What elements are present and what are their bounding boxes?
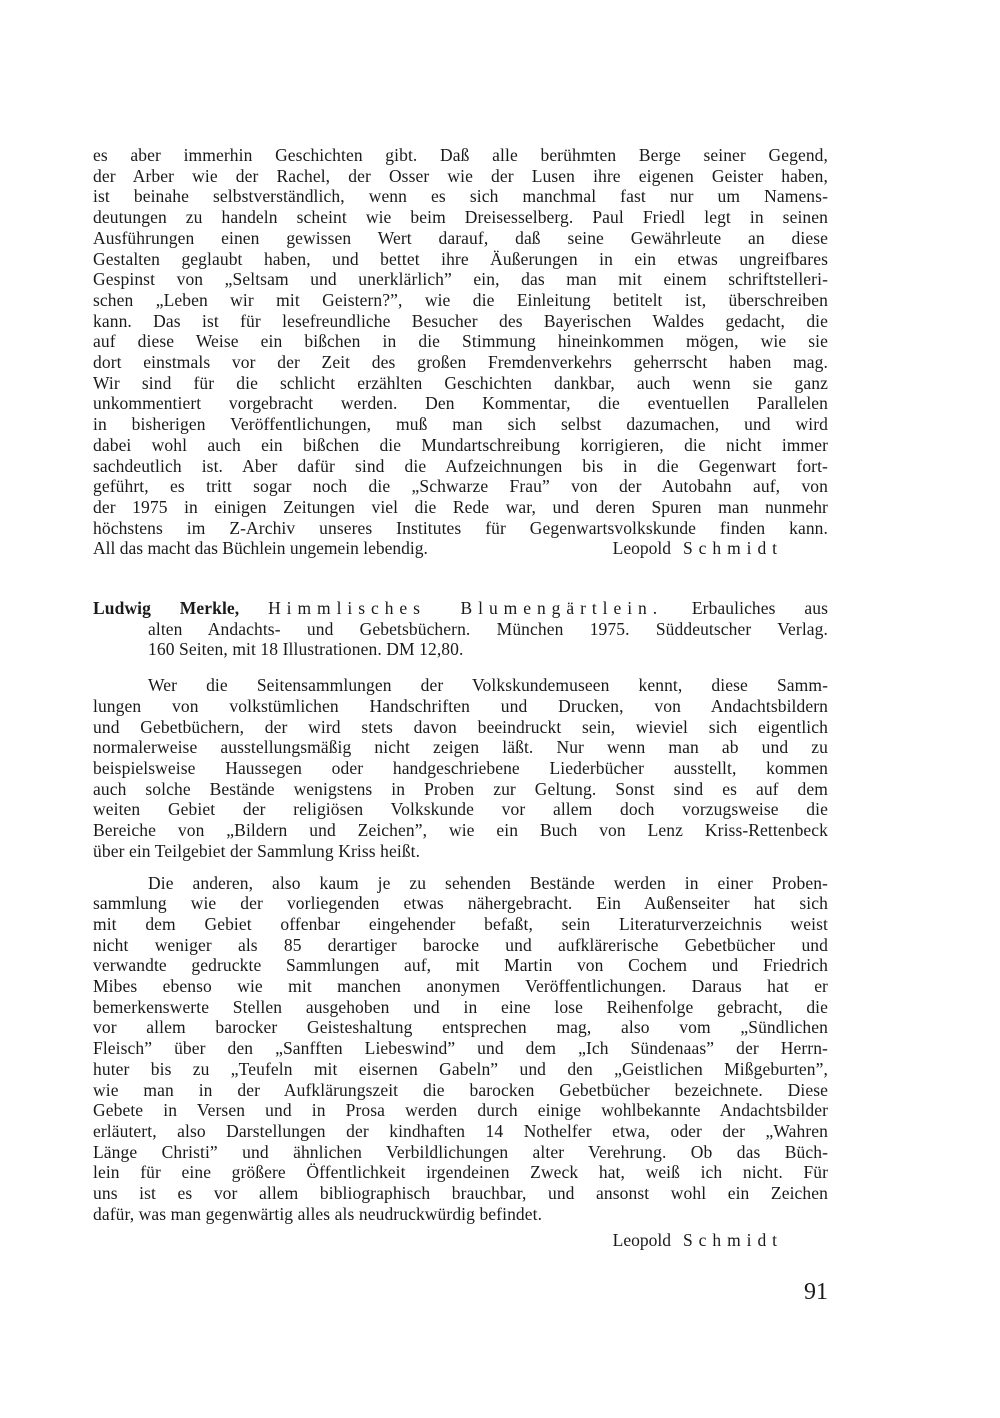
text-line: ist beinahe selbstverständlich, wenn es sich manchmal fast nur um Namens-	[93, 186, 828, 207]
text-line: Gebete in Versen und in Prosa werden durch einige wohlbekannte Andachtsbilder	[93, 1100, 828, 1121]
review-text-friedl	[93, 145, 828, 538]
text-line: Mibes ebenso wie mit manchen anonymen Veröffentlichungen. Daraus hat er	[93, 976, 828, 997]
text-line: lein für eine größere Öffentlichkeit irgendeinen Zweck hat, weiß ich nicht. Für	[93, 1162, 828, 1183]
text-line: Fleisch” über den „Sanfften Liebeswind” und dem „Ich Sündenaas” der Herrn-	[93, 1038, 828, 1059]
text-line: und Gebetbüchern, der wird stets davon beeindruckt sein, wieviel sich eigentlich	[93, 716, 828, 737]
text-line: Die anderen, also kaum je zu sehenden Bestände werden in einer Proben-	[148, 872, 828, 893]
book-author: Ludwig Merkle,	[93, 598, 240, 619]
reviewer-given-name: Leopold	[612, 1230, 671, 1251]
review-paragraph-1	[93, 675, 828, 861]
text-line: wie man in der Aufklärungszeit die barocken Gebetbücher bezeichnete. Diese	[93, 1079, 828, 1100]
text-line: verwandte gedruckte Sammlungen auf, mit Martin von Cochem und Friedrich	[93, 955, 828, 976]
text-line: Wer die Seitensammlungen der Volkskundemuseen kennt, diese Samm-	[148, 675, 828, 696]
text-line: sachdeutlich ist. Aber dafür sind die Aufzeichnungen bis in die Gegenwart fort-	[93, 455, 828, 476]
text-line: Bereiche von „Bildern und Zeichen”, wie ein Buch von Lenz Kriss-Rettenbeck	[93, 820, 828, 841]
closing-sentence: All das macht das Büchlein ungemein lebendig.	[93, 538, 428, 559]
text-line: über ein Teilgebiet der Sammlung Kriss heißt.	[93, 840, 421, 861]
book-title: Himmlisches Blumengärtlein.	[268, 598, 664, 619]
review-closing-line	[93, 538, 828, 559]
text-line: weiten Gebiet der religiösen Volkskunde vor allem doch vorzugsweise die	[93, 799, 828, 820]
text-line: nicht weniger als 85 derartiger barocke und aufklärerische Gebetbücher und	[93, 934, 828, 955]
text-line: der 1975 in einigen Zeitungen viel die Rede war, und deren Spuren man nunmehr	[93, 496, 828, 517]
book-subtitle-start: Erbauliches aus	[691, 598, 828, 619]
text-line: Gestalten geglaubt haben, und bettet ihre Äußerungen in ein etwas ungreifbares	[93, 248, 828, 269]
text-line: sammlung wie der vorliegenden etwas nähergebracht. Ein Außenseiter hat sich	[93, 893, 828, 914]
text-line: es aber immerhin Geschichten gibt. Daß alle berühmten Berge seiner Gegend,	[93, 145, 828, 165]
text-line: uns ist es vor allem bibliographisch brauchbar, und ansonst wohl ein Zeichen	[93, 1183, 828, 1204]
text-line: Ausführungen einen gewissen Wert darauf, daß seine Gewährleute an diese	[93, 227, 828, 248]
reviewer-signature	[93, 1230, 828, 1251]
reviewer-family-name: Schmidt	[683, 1230, 783, 1251]
reviewer-family-name: Schmidt	[683, 538, 783, 559]
text-line: schen „Leben wir mit Geistern?”, wie die Einleitung betitelt ist, überschreiben	[93, 289, 828, 310]
page-text-column	[93, 145, 828, 1304]
heading-line-1	[93, 598, 828, 619]
text-line: unkommentiert vorgebracht werden. Den Kommentar, die eventuellen Parallelen	[93, 393, 828, 414]
text-line: dort einstmals vor der Zeit des großen Fremdenverkehrs geherrscht haben mag.	[93, 352, 828, 373]
heading-line-3: 160 Seiten, mit 18 Illustrationen. DM 12,80.	[148, 639, 464, 660]
reviewer-given-name: Leopold	[612, 538, 671, 559]
text-line: auf diese Weise ein bißchen in die Stimmung hineinkommen mögen, wie sie	[93, 331, 828, 352]
text-line: kann. Das ist für lesefreundliche Besucher des Bayerischen Waldes gedacht, die	[93, 310, 828, 331]
text-line: höchstens im Z-Archiv unseres Institutes für Gegenwartsvolkskunde finden kann.	[93, 517, 828, 538]
text-line: vor allem barocker Geisteshaltung entsprechen mag, also vom „Sündlichen	[93, 1017, 828, 1038]
heading-line-2: alten Andachts- und Gebetsbüchern. München 1975. Süddeutscher Verlag.	[148, 618, 828, 639]
text-line: normalerweise ausstellungsmäßig nicht zeigen läßt. Nur wenn man ab und zu	[93, 737, 828, 758]
text-line: der Arber wie der Rachel, der Osser wie der Lusen ihre eigenen Geister haben,	[93, 165, 828, 186]
text-line: lungen von volkstümlichen Handschriften und Drucken, von Andachtsbildern	[93, 695, 828, 716]
text-line: dafür, was man gegenwärtig alles als neudruckwürdig befindet.	[93, 1203, 543, 1224]
text-line: Länge Christi” und ähnlichen Verbildlichungen alter Verehrung. Ob das Büch-	[93, 1141, 828, 1162]
reviewer-signature	[613, 538, 783, 559]
text-line: mit dem Gebiet offenbar eingehender befaßt, sein Literaturverzeichnis weist	[93, 913, 828, 934]
text-line: bemerkenswerte Stellen ausgehoben und in eine lose Reihenfolge gebracht, die	[93, 996, 828, 1017]
text-line: beispielsweise Haussegen oder handgeschriebene Liederbücher ausstellt, kommen	[93, 757, 828, 778]
review-paragraph-2	[93, 873, 828, 1225]
text-line: Gespinst von „Seltsam und unerklärlich” ein, das man mit einem schriftstelleri-	[93, 269, 828, 290]
text-line: Wir sind für die schlicht erzählten Geschichten dankbar, auch wenn sie ganz	[93, 372, 828, 393]
book-reference-heading	[93, 598, 828, 660]
text-line: in bisherigen Veröffentlichungen, muß man sich selbst dazumachen, und wird	[93, 414, 828, 435]
text-line: huter bis zu „Teufeln mit eisernen Gabeln” und den „Geistlichen Mißgeburten”,	[93, 1058, 828, 1079]
text-line: auch solche Bestände wenigstens in Proben zur Geltung. Sonst sind es auf dem	[93, 778, 828, 799]
text-line: erläutert, also Darstellungen der kindhaften 14 Nothelfer etwa, oder der „Wahren	[93, 1120, 828, 1141]
text-line: dabei wohl auch ein bißchen die Mundartschreibung korrigieren, die nicht immer	[93, 434, 828, 455]
page-number: 91	[804, 1279, 828, 1306]
text-line: geführt, es tritt sogar noch die „Schwarze Frau” von der Autobahn auf, von	[93, 476, 828, 497]
text-line: deutungen zu handeln scheint wie beim Dreisesselberg. Paul Friedl legt in seinen	[93, 207, 828, 228]
